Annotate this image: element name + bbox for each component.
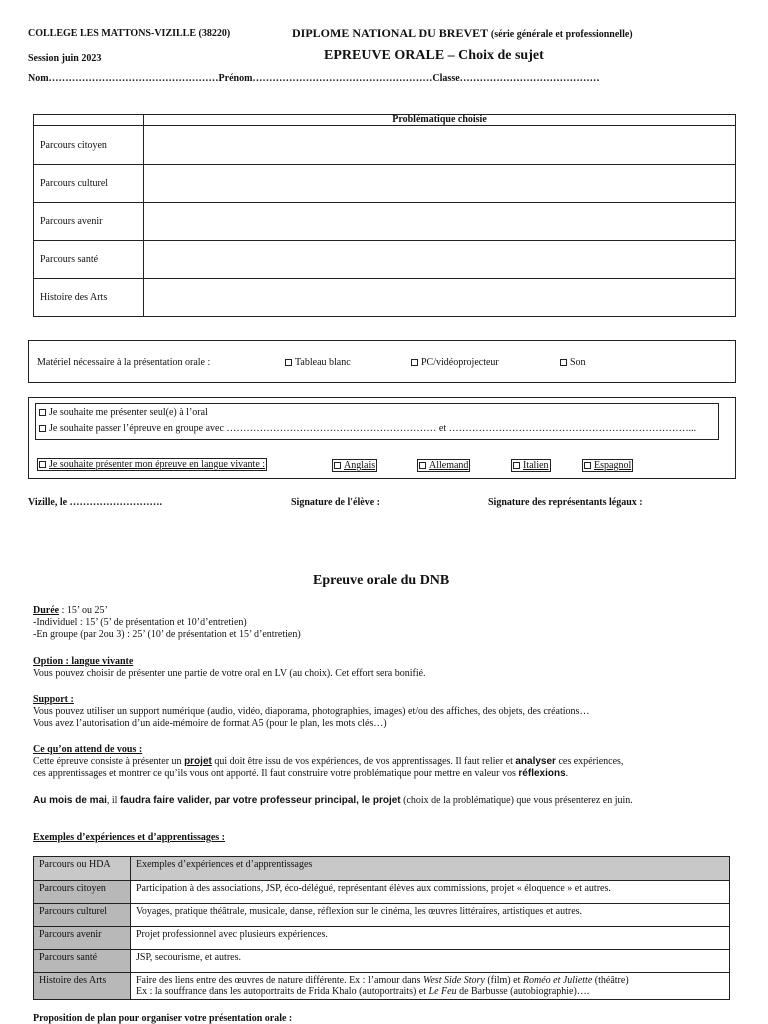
option-block [33,656,426,680]
support-line-1: Vous pouvez utiliser un support numérique (audio, vidéo, diaporama, photographies, images) et/ou des affiches, des objets, des créations… [33,706,590,717]
examples-title: Exemples d’expériences et d’apprentissages : [33,832,226,843]
diploma-title [292,26,633,41]
choice-row-input[interactable] [144,279,736,317]
choice-row-input[interactable] [144,165,736,203]
souhaits-box [28,397,736,479]
checkbox-icon[interactable] [560,359,567,366]
plan-title: Proposition de plan pour organiser votre présentation orale : [33,1013,293,1024]
examples-row-text: Projet professionnel avec plusieurs expériences. [131,927,730,950]
choice-table [33,114,736,317]
diploma-name: DIPLOME NATIONAL DU BREVET [292,26,488,40]
choice-row-label: Histoire des Arts [34,279,144,317]
vizille-date: Vizille, le ………………………. [28,497,163,508]
choice-table-corner [34,115,144,126]
option-text: Vous pouvez choisir de présenter une partie de votre oral en LV (au choix). Cet effort sera bonifié. [33,668,426,679]
examples-row-text: JSP, secourisme, et autres. [131,950,730,973]
duree-groupe: -En groupe (par 2ou 3) : 25’ (10’ de présentation et 15’ d’entretien) [33,629,301,640]
examples-table [33,856,730,1000]
checkbox-icon[interactable] [513,462,520,469]
option-pc-videoprojecteur[interactable]: PC/vidéoprojecteur [411,357,499,368]
option-tableau-blanc[interactable]: Tableau blanc [285,357,351,368]
examples-row-text: Voyages, pratique théâtrale, musicale, danse, réflexion sur le cinéma, les œuvres littéraires, artistiques et autres. [131,904,730,927]
choice-row-input[interactable] [144,126,736,165]
option-anglais[interactable]: Anglais [332,459,377,472]
option-son[interactable]: Son [560,357,586,368]
option-groupe[interactable]: Je souhaite passer l’épreuve en groupe avec ……………………………………………………… et ………………………………………………………………... [39,423,696,434]
option-langue-vivante[interactable]: Je souhaite présenter mon épreuve en langue vivante : [37,459,267,470]
signature-representants: Signature des représentants légaux : [488,497,643,508]
examples-row-text: Participation à des associations, JSP, éco-délégué, représentant élèves aux commissions, projet « éloquence » et autres. [131,881,730,904]
examples-row-name: Parcours santé [34,950,131,973]
checkbox-icon[interactable] [411,359,418,366]
checkbox-icon[interactable] [39,425,46,432]
support-block [33,694,589,730]
checkbox-icon[interactable] [419,462,426,469]
materiel-label: Matériel nécessaire à la présentation orale : [37,357,211,368]
checkbox-icon[interactable] [39,461,46,468]
examples-row-text: Faire des liens entre des œuvres de nature différente. Ex : l’amour dans West Side Story (film) et Roméo et Juliette (théâtre) Ex : la souffrance dans les autoportraits de Frida Khalo (autoportraits) et Le Feu de Barbusse (autobiographie)…. [131,973,730,1000]
checkbox-icon[interactable] [584,462,591,469]
examples-row-name: Parcours citoyen [34,881,131,904]
checkbox-icon[interactable] [334,462,341,469]
mai-line: Au mois de mai, il faudra faire valider, par votre professeur principal, le projet (choix de la problématique) que vous présenterez en juin. [33,795,633,806]
option-allemand[interactable]: Allemand [417,459,470,472]
attend-line-1: Cette épreuve consiste à présenter un projet qui doit être issu de vos expériences, de vos apprentissages. Il faut relier et analyser ces expériences, [33,756,624,767]
epreuve-title: EPREUVE ORALE – Choix de sujet [324,48,544,63]
choice-row-input[interactable] [144,203,736,241]
choice-row-input[interactable] [144,241,736,279]
attend-label: Ce qu’on attend de vous : [33,744,143,755]
signature-eleve: Signature de l'élève : [291,497,380,508]
nom-prenom-classe-line: Nom……………………………………………Prénom………………………………………………Classe…………………………………… [28,73,600,84]
college-name: COLLEGE LES MATTONS-VIZILLE (38220) [28,28,231,39]
option-espagnol[interactable]: Espagnol [582,459,633,472]
option-italien[interactable]: Italien [511,459,551,472]
support-line-2: Vous avez l’autorisation d’un aide-mémoire de format A5 (pour le plan, les mots clés…) [33,718,387,729]
choice-row-label: Parcours santé [34,241,144,279]
option-seul[interactable]: Je souhaite me présenter seul(e) à l’oral [39,407,208,418]
choice-row-label: Parcours avenir [34,203,144,241]
diploma-note: (série générale et professionnelle) [490,29,633,40]
choice-row-label: Parcours culturel [34,165,144,203]
examples-head-parcours: Parcours ou HDA [34,857,131,881]
materiel-box [28,340,736,383]
examples-row-name: Parcours avenir [34,927,131,950]
info-title: Epreuve orale du DNB [313,573,450,588]
attend-line-2: ces apprentissages et montrer ce qu’ils vous ont apporté. Il faut construire votre problématique pour mettre en valeur vos réflexions. [33,768,569,779]
examples-row-name: Parcours culturel [34,904,131,927]
individuel-groupe-box [35,403,719,440]
examples-row-name: Histoire des Arts [34,973,131,1000]
duree-label: Durée [33,605,60,616]
support-label: Support : [33,694,74,705]
choice-row-label: Parcours citoyen [34,126,144,165]
attend-block [33,744,623,780]
checkbox-icon[interactable] [39,409,46,416]
choice-table-header: Problématique choisie [144,115,736,126]
option-label: Option : langue vivante [33,656,134,667]
duree-individuel: -Individuel : 15’ (5’ de présentation et 10’d’entretien) [33,617,247,628]
duree-block: Durée : 15’ ou 25’ -Individuel : 15’ (5’ de présentation et 10’d’entretien) -En groupe (par 2ou 3) : 25’ (10’ de présentation et 15’ d’entretien) [33,605,301,640]
checkbox-icon[interactable] [285,359,292,366]
examples-head-exemples: Exemples d’expériences et d’apprentissages [131,857,730,881]
session: Session juin 2023 [28,53,102,64]
